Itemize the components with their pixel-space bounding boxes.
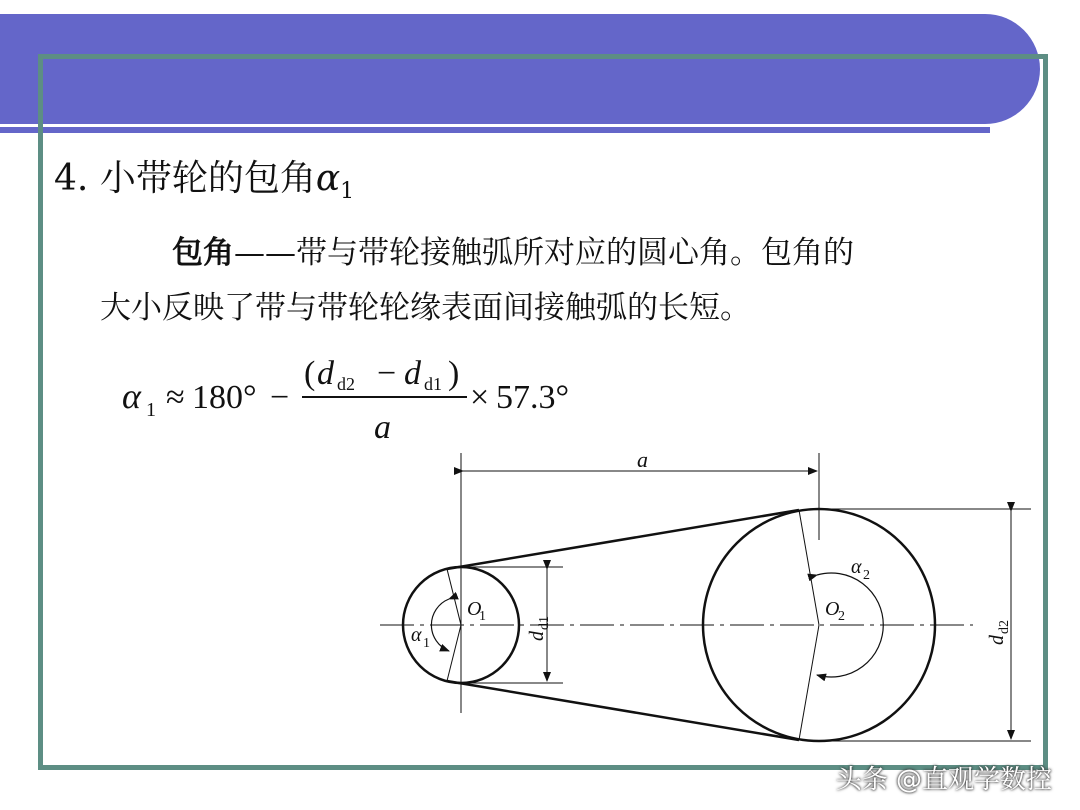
label-dd1-sub: d1 <box>537 616 552 630</box>
formula-alpha: α <box>122 376 141 416</box>
label-dd2: d <box>986 635 1008 645</box>
formula-close-paren: ) <box>448 355 460 392</box>
formula-sub-d2: d2 <box>337 374 355 394</box>
formula-d-a: d <box>317 355 334 392</box>
watermark: 头条 @直观学数控 <box>835 765 1052 795</box>
wrap-angle-formula <box>122 350 642 450</box>
label-o1: O <box>467 598 482 620</box>
large-radius-top <box>799 510 819 625</box>
formula-inner-minus: − <box>377 355 397 392</box>
small-radius-top <box>447 569 461 625</box>
definition-paragraph <box>100 226 980 336</box>
label-alpha2: α <box>851 556 862 578</box>
label-o1-sub: 1 <box>479 609 486 624</box>
formula-minus: − <box>270 379 290 416</box>
formula-factor: 57.3° <box>496 379 570 416</box>
label-dd1: d <box>526 631 548 641</box>
heading-number: 4. <box>54 158 89 199</box>
formula-times: × <box>470 379 490 416</box>
definition-dash: —— <box>234 235 296 271</box>
label-alpha1-sub: 1 <box>423 636 430 651</box>
small-radius-bottom <box>447 625 461 681</box>
heading-text: 小带轮的包角 <box>99 158 316 199</box>
belt-top-span <box>447 510 799 569</box>
formula-open-paren: ( <box>304 355 316 392</box>
formula-alpha-sub: 1 <box>146 399 156 421</box>
label-alpha2-sub: 2 <box>863 568 870 583</box>
definition-line1: 带与带轮接触弧所对应的圆心角。包角的 <box>296 235 854 271</box>
label-o2: O <box>825 598 840 620</box>
belt-drive-diagram <box>375 445 1035 745</box>
heading-symbol-sub: 1 <box>340 179 355 205</box>
label-dd2-sub: d2 <box>997 620 1012 634</box>
belt-bottom-span <box>447 681 799 740</box>
large-radius-bottom <box>799 625 819 740</box>
definition-term: 包角 <box>172 235 234 271</box>
formula-d-b: d <box>404 355 421 392</box>
formula-constant: 180° <box>192 379 257 416</box>
label-a: a <box>637 447 648 472</box>
heading-symbol: α <box>315 158 341 199</box>
formula-denominator: a <box>374 409 391 446</box>
label-alpha1: α <box>411 624 422 646</box>
definition-line2: 大小反映了带与带轮轮缘表面间接触弧的长短。 <box>100 290 751 326</box>
formula-approx: ≈ <box>166 379 185 416</box>
label-o2-sub: 2 <box>838 609 845 624</box>
section-heading <box>54 150 354 204</box>
formula-sub-d1: d1 <box>424 374 442 394</box>
